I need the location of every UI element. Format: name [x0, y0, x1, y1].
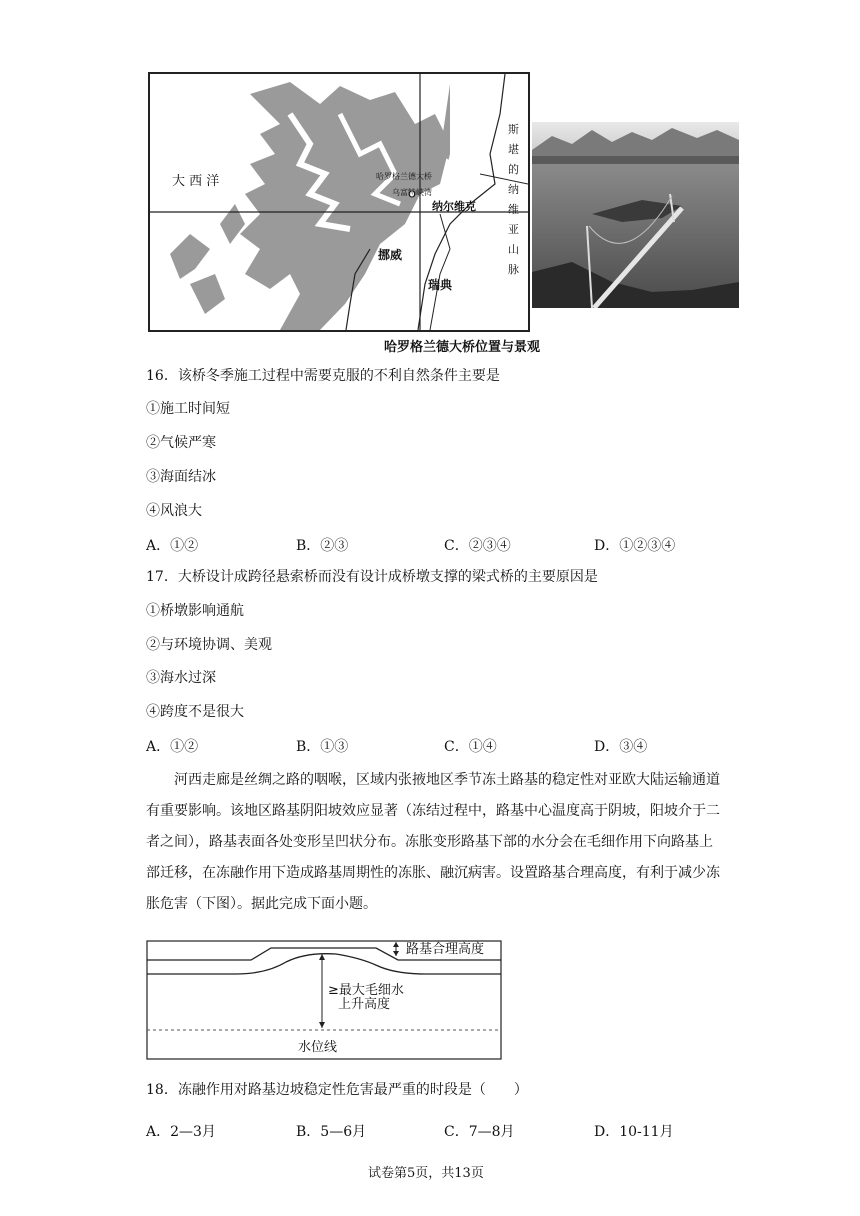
q17-item: ③海水过深 [146, 670, 216, 686]
q17-item: ①桥墩影响通航 [146, 603, 244, 619]
reading-passage: 河西走廊是丝绸之路的咽喉，区域内张掖地区季节冻土路基的稳定性对亚欧大陆运输通道有重要影响。该地区路基阴阳坡效应显著（冻结过程中，路基中心温度高于阴坡，阳坡介于二者之间），路基表面各处变形呈凹状分布。冻胀变形路基下部的水分会在毛细作用下向路基上部迁移，在冻融作用下造成路基周期性的冻胀、融沉病害。设置路基合理高度，有利于减少冻胀危害（下图）。据此完成下面小题。 [146, 772, 720, 912]
ocean-label: 大 西 洋 [172, 174, 220, 189]
location-map [148, 72, 530, 332]
q16-choice-a[interactable]: A．①② [146, 538, 199, 554]
mountains-label [508, 120, 522, 280]
q16-choice-c[interactable]: C．②③④ [444, 538, 511, 554]
mountain-char: 亚 [508, 223, 519, 236]
norway-label: 挪威 [378, 248, 403, 262]
q17-stem: 17．大桥设计成跨径悬索桥而没有设计成桥墩支撑的梁式桥的主要原因是 [146, 569, 598, 585]
roadbed-diagram [146, 940, 502, 1060]
q18-stem: 18．冻融作用对路基边坡稳定性危害最严重的时段是（ ） [146, 1082, 528, 1098]
q16-item: ②气候严寒 [146, 435, 216, 451]
water-line-label: 水位线 [298, 1040, 338, 1055]
q17-choice-b[interactable]: B．①③ [296, 739, 349, 755]
q17-choice-d[interactable]: D．③④ [594, 739, 648, 755]
mountain-char: 维 [508, 203, 519, 216]
q16-choices [146, 535, 726, 555]
q17-item: ②与环境协调、美观 [146, 637, 272, 653]
q18-choice-a[interactable]: A．2—3月 [146, 1124, 216, 1140]
capillary-label-2: 上升高度 [338, 997, 391, 1012]
q16-choice-b[interactable]: B．②③ [296, 538, 349, 554]
city-label: 纳尔维克 [432, 200, 476, 213]
q16-item: ④风浪大 [146, 503, 202, 519]
q17-choices [146, 736, 726, 756]
q18-choice-c[interactable]: C．7—8月 [444, 1124, 515, 1140]
fjord-label: 乌富特峡湾 [392, 188, 432, 197]
q17-choice-c[interactable]: C．①④ [444, 739, 497, 755]
sweden-label: 瑞典 [428, 278, 453, 292]
q18-choice-b[interactable]: B．5—6月 [296, 1124, 367, 1140]
bridge-photo-drawing [532, 122, 739, 308]
q17-choice-a[interactable]: A．①② [146, 739, 199, 755]
rational-height-label: 路基合理高度 [406, 942, 485, 957]
q16-item: ①施工时间短 [146, 401, 230, 417]
q18-choices [146, 1121, 726, 1141]
mountain-char: 纳 [508, 183, 519, 196]
q16-item: ③海面结冰 [146, 469, 216, 485]
q17-item: ④跨度不是很大 [146, 704, 244, 720]
page-footer: 试卷第5页，共13页 [368, 1166, 484, 1181]
bridge-photo [532, 122, 739, 308]
bridge-label: 哈罗格兰德大桥 [376, 172, 432, 181]
q16-choice-d[interactable]: D．①②③④ [594, 538, 676, 554]
figure-caption: 哈罗格兰德大桥位置与景观 [384, 340, 541, 355]
q18-choice-d[interactable]: D．10-11月 [594, 1124, 674, 1140]
capillary-label-1: ≥最大毛细水 [328, 983, 404, 998]
mountain-char: 斯 [508, 123, 519, 136]
mountain-char: 堪 [508, 143, 519, 156]
q16-stem: 16．该桥冬季施工过程中需要克服的不利自然条件主要是 [146, 368, 500, 384]
mountain-char: 的 [508, 163, 519, 176]
mountain-char: 山 [508, 243, 519, 256]
mountain-char: 脉 [508, 263, 519, 276]
